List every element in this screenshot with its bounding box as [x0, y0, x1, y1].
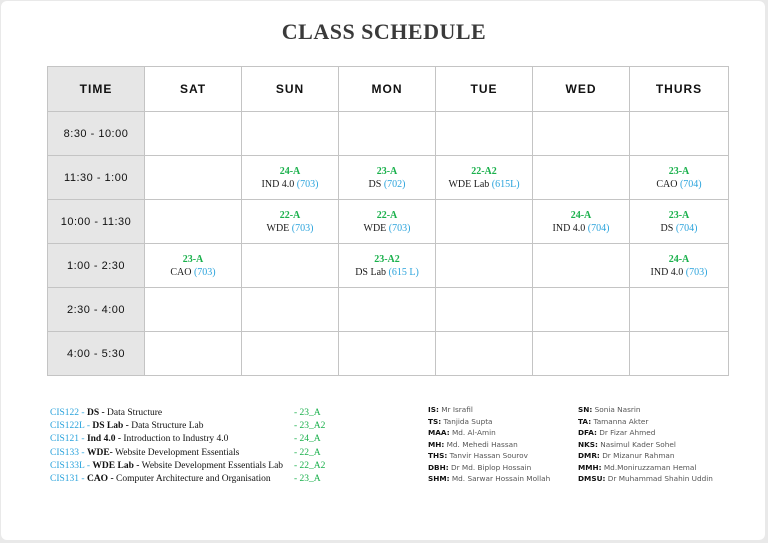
faculty-name: Tanjida Supta: [443, 416, 493, 426]
faculty-abbr: THS:: [428, 451, 448, 460]
schedule-row: [48, 200, 729, 244]
course-section: - 24_A: [294, 434, 321, 445]
schedule-cell: [533, 288, 630, 332]
faculty-abbr: NKS:: [578, 439, 598, 449]
class-section: 23-A: [668, 209, 690, 221]
faculty-abbr: SHM:: [428, 474, 450, 483]
faculty-abbr: DMR:: [578, 451, 600, 460]
class-section: 24-A: [668, 253, 690, 265]
schedule-row: [48, 112, 729, 156]
faculty-item: [428, 451, 550, 463]
class-subject: CAO: [170, 266, 192, 278]
faculty-name: Dr Mizanur Rahman: [602, 451, 675, 460]
schedule-cell: [339, 332, 436, 376]
schedule-cell: [242, 332, 339, 376]
schedule-row: [48, 288, 729, 332]
schedule-cell: [630, 332, 729, 376]
schedule-cell: [145, 288, 242, 332]
class-info: [436, 178, 532, 191]
time-slot: 10:00 - 11:30: [48, 200, 145, 244]
course-section: - 22_A: [294, 447, 321, 458]
schedule-cell: [242, 288, 339, 332]
schedule-cell: [242, 200, 339, 244]
class-info: [339, 222, 435, 235]
class-subject: DS: [660, 222, 674, 234]
class-room: (703): [296, 178, 319, 190]
schedule-cell: [339, 112, 436, 156]
class-info: [630, 266, 728, 279]
schedule-cell: [145, 332, 242, 376]
schedule-cell: [242, 244, 339, 288]
faculty-name: Tamanna Akter: [593, 416, 649, 426]
schedule-cell: [436, 156, 533, 200]
class-room: (703): [388, 222, 411, 234]
schedule-row: [48, 332, 729, 376]
faculty-name: Sonia Nasrin: [594, 405, 641, 414]
class-room: (704): [675, 222, 698, 234]
course-section: - 23_A2: [294, 421, 326, 432]
schedule-cell: [630, 200, 729, 244]
course-name: Introduction to Industry 4.0: [123, 434, 229, 445]
faculty-item: [578, 474, 713, 486]
time-slot: 11:30 - 1:00: [48, 156, 145, 200]
class-subject: DS: [368, 178, 382, 190]
class-info: [339, 178, 435, 191]
header-tue: TUE: [436, 67, 533, 112]
course-abbr: DS -: [86, 408, 105, 418]
class-info: [630, 222, 728, 235]
schedule-cell: [436, 244, 533, 288]
faculty-abbr: DBH:: [428, 462, 449, 472]
class-room: (704): [587, 222, 610, 234]
class-room: (703): [685, 266, 708, 278]
course-abbr: WDE Lab -: [92, 460, 140, 471]
schedule-cell: [339, 156, 436, 200]
faculty-item: [578, 405, 713, 417]
course-legend-item: [50, 448, 330, 461]
faculty-name: Dr Md. Biplop Hossain: [450, 462, 532, 472]
header-mon: MON: [339, 67, 436, 112]
faculty-item: [428, 405, 550, 417]
header-sun: SUN: [242, 67, 339, 112]
class-room: (703): [193, 266, 216, 278]
course-abbr: WDE-: [86, 447, 113, 458]
class-info: [242, 178, 338, 191]
header-wed: WED: [533, 67, 630, 112]
faculty-abbr: TA:: [578, 416, 592, 426]
schedule-cell: [630, 156, 729, 200]
faculty-name: Tanvir Hassan Sourov: [449, 451, 528, 460]
faculty-abbr: MH:: [428, 439, 445, 449]
class-info: [339, 266, 435, 279]
schedule-cell: [242, 156, 339, 200]
class-subject: IND 4.0: [261, 178, 295, 190]
faculty-name: Dr Muhammad Shahin Uddin: [607, 474, 713, 483]
course-abbr: CAO -: [86, 473, 114, 484]
schedule-cell: [339, 288, 436, 332]
course-code: CIS131 -: [50, 473, 85, 484]
faculty-abbr: SN:: [578, 405, 593, 414]
course-name: Data Structure: [107, 408, 163, 418]
faculty-abbr: MMH:: [578, 462, 602, 472]
class-subject: CAO: [656, 178, 678, 190]
class-room: (702): [383, 178, 406, 190]
course-legend: [50, 408, 330, 487]
class-section: 24-A: [279, 165, 301, 177]
header-time: TIME: [48, 67, 145, 112]
faculty-name: Md. Al-Amin: [451, 428, 496, 437]
course-section: - 23_A: [294, 473, 321, 484]
faculty-name: Nasimul Kader Sohel: [600, 439, 676, 449]
course-legend-item: [50, 421, 330, 434]
course-section: - 23_A: [294, 408, 321, 418]
time-slot: 4:00 - 5:30: [48, 332, 145, 376]
course-code: CIS121 -: [50, 434, 85, 445]
course-section: - 22_A2: [294, 460, 326, 471]
course-code: CIS122 -: [50, 408, 85, 418]
faculty-abbr: TS:: [428, 416, 442, 426]
course-legend-item: [50, 434, 330, 447]
time-slot: 8:30 - 10:00: [48, 112, 145, 156]
schedule-table: [47, 66, 729, 376]
course-code: CIS122L -: [50, 421, 91, 432]
schedule-cell: [145, 156, 242, 200]
class-section: 23-A2: [374, 253, 400, 265]
class-subject: WDE: [363, 222, 387, 234]
schedule-cell: [533, 200, 630, 244]
class-subject: WDE: [266, 222, 290, 234]
faculty-abbr: DFA:: [578, 428, 597, 437]
page-title: CLASS SCHEDULE: [281, 19, 487, 44]
faculty-abbr: DMSU:: [578, 474, 606, 483]
class-subject: DS Lab: [355, 266, 387, 278]
faculty-item: [428, 463, 550, 475]
course-legend-item: [50, 461, 330, 474]
course-name: Website Development Essentials Lab: [141, 460, 284, 471]
class-room: (703): [291, 222, 314, 234]
schedule-cell: [145, 112, 242, 156]
faculty-item: [578, 451, 713, 463]
class-section: 23-A: [182, 253, 204, 265]
class-room: (704): [679, 178, 702, 190]
class-section: 23-A: [376, 165, 398, 177]
course-legend-item: [50, 408, 330, 421]
faculty-item: [578, 417, 713, 429]
schedule-cell: [630, 112, 729, 156]
course-code: CIS133L -: [50, 460, 91, 471]
schedule-cell: [630, 288, 729, 332]
header-thurs: THURS: [630, 67, 729, 112]
faculty-item: [578, 463, 713, 475]
class-info: [533, 222, 629, 235]
schedule-cell: [436, 332, 533, 376]
faculty-item: [428, 417, 550, 429]
faculty-item: [428, 474, 550, 486]
schedule-cell: [339, 200, 436, 244]
schedule-cell: [145, 244, 242, 288]
schedule-row: [48, 244, 729, 288]
course-name: Computer Architecture and Organisation: [115, 473, 271, 484]
class-info: [242, 222, 338, 235]
class-subject: IND 4.0: [552, 222, 586, 234]
schedule-cell: [533, 332, 630, 376]
schedule-cell: [533, 156, 630, 200]
course-legend-item: [50, 474, 330, 487]
schedule-cell: [145, 200, 242, 244]
faculty-name: Md.Moniruzzaman Hemal: [603, 462, 697, 472]
faculty-name: Md. Sarwar Hossain Mollah: [451, 474, 551, 483]
class-info: [145, 266, 241, 279]
schedule-cell: [436, 112, 533, 156]
faculty-list-right: [578, 405, 713, 486]
course-abbr: Ind 4.0 -: [86, 434, 122, 445]
schedule-cell: [436, 200, 533, 244]
class-subject: IND 4.0: [650, 266, 684, 278]
faculty-item: [428, 428, 550, 440]
schedule-cell: [339, 244, 436, 288]
header-sat: SAT: [145, 67, 242, 112]
class-room: (615L): [491, 178, 520, 190]
schedule-row: [48, 156, 729, 200]
course-abbr: DS Lab -: [92, 421, 129, 432]
time-slot: 1:00 - 2:30: [48, 244, 145, 288]
class-section: 22-A: [376, 209, 398, 221]
class-info: [630, 178, 728, 191]
schedule-cell: [630, 244, 729, 288]
class-subject: WDE Lab: [448, 178, 490, 190]
class-section: 24-A: [570, 209, 592, 221]
course-name: Data Structure Lab: [131, 421, 204, 432]
faculty-item: [578, 428, 713, 440]
faculty-abbr: IS:: [428, 405, 439, 414]
faculty-item: [578, 440, 713, 452]
schedule-cell: [533, 112, 630, 156]
header-row: [48, 67, 729, 112]
faculty-name: Dr Fizar Ahmed: [599, 428, 656, 437]
time-slot: 2:30 - 4:00: [48, 288, 145, 332]
class-section: 22-A: [279, 209, 301, 221]
faculty-item: [428, 440, 550, 452]
class-section: 22-A2: [471, 165, 497, 177]
faculty-name: Mr Israfil: [441, 405, 473, 414]
schedule-cell: [436, 288, 533, 332]
schedule-cell: [533, 244, 630, 288]
class-section: 23-A: [668, 165, 690, 177]
course-name: Website Development Essentials: [115, 447, 240, 458]
course-code: CIS133 -: [50, 447, 85, 458]
schedule-cell: [242, 112, 339, 156]
class-room: (615 L): [388, 266, 419, 278]
faculty-list-left: [428, 405, 550, 486]
faculty-abbr: MAA:: [428, 428, 450, 437]
faculty-name: Md. Mehedi Hassan: [446, 439, 518, 449]
